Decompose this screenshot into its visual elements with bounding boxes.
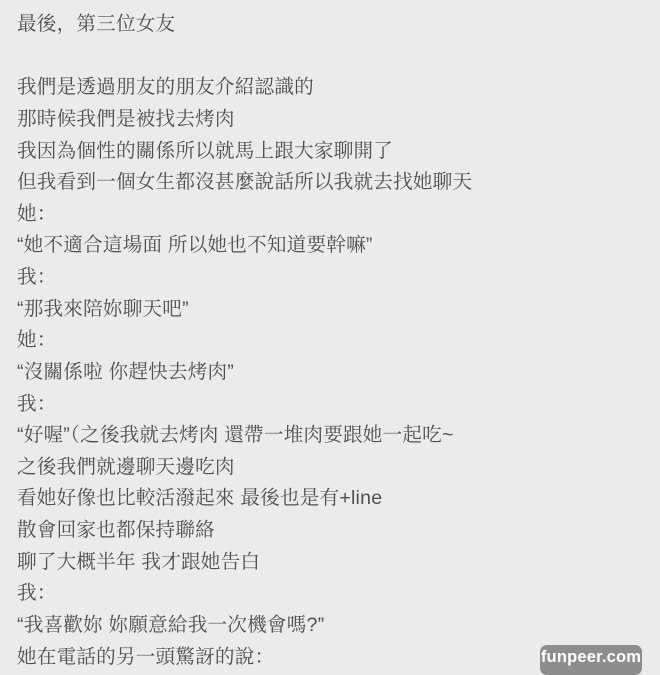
story-line: 她在電話的另一頭驚訝的說： [17, 645, 275, 668]
story-line: 我： [17, 266, 57, 288]
story-line: 我： [17, 392, 57, 415]
story-line: 散會回家也都保持聯絡 [17, 519, 215, 541]
story-line: 但我看到一個女生都沒甚麼說話所以我就去找她聊天 [17, 171, 473, 194]
story-line: 那時候我們是被找去烤肉 [17, 107, 235, 130]
story-line: “她不適合這場面 所以她也不知道要幹嘛” [17, 234, 373, 257]
story-line: 我因為個性的關係所以就馬上跟大家聊開了 [17, 139, 394, 162]
story-line: “我喜歡妳 妳願意給我一次機會嗎?” [17, 613, 325, 636]
story-line: 我們是透過朋友的朋友介紹認識的 [17, 76, 314, 99]
story-line: 之後我們就邊聊天邊吃肉 [17, 455, 235, 478]
story-line: “好喔”（之後我就去烤肉 還帶一堆肉要跟她一起吃~ [17, 424, 454, 447]
story-line: “那我來陪妳聊天吧” [17, 297, 189, 320]
story-line: 我： [17, 582, 57, 605]
story-line: 聊了大概半年 我才跟她告白 [17, 550, 261, 573]
watermark-label: funpeer.com [540, 648, 642, 666]
story-line: 她： [17, 202, 57, 225]
story-line: 最後，第三位女友 [17, 13, 176, 35]
watermark-badge [540, 645, 642, 675]
story-line: “沒關係啦 你趕快去烤肉” [17, 360, 235, 383]
story-line: 看她好像也比較活潑起來 最後也是有+line [17, 487, 383, 510]
story-line-blank [17, 41, 648, 73]
story-line: 她： [17, 329, 57, 352]
